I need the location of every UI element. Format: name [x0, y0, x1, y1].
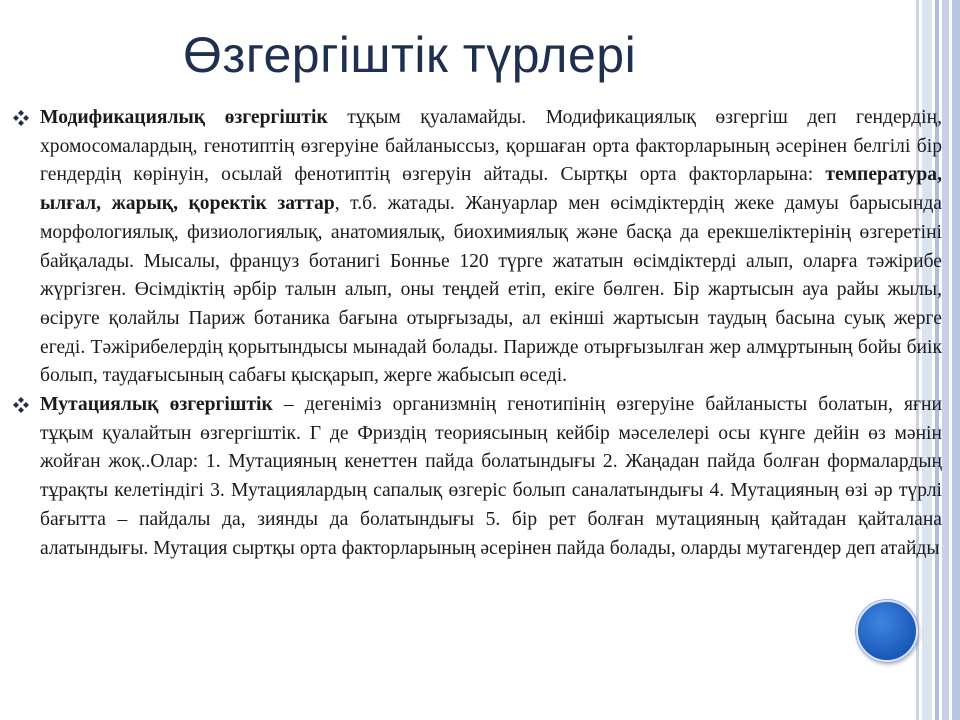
blue-circle-button[interactable] [856, 600, 918, 662]
stripe [952, 0, 960, 720]
slide-title: Өзгергіштік түрлері [183, 27, 637, 83]
slide-body [12, 104, 942, 563]
four-diamond-bullet-icon [12, 109, 30, 127]
bullet-bold-phrase: температура, ылғал, жарық, қоректік заттар [40, 164, 942, 215]
four-diamond-bullet-icon [12, 396, 30, 414]
bullet-term: Модификациялық өзгергіштік [40, 107, 328, 128]
bullet-text: , т.б. жатады. Жануарлар мен өсімдіктердің жеке дамуы барысында морфологиялық, физиологиялық, анатомиялық, биохимиялық және басқа да ерекшеліктерінің өзгеретіні байқалады. Мысалы, француз ботанигі Боннье 120 түрге жататын өсімдіктерді алып, оларға тәжірибе жүргізген. Өсімдіктің әрбір талын алып, оны теңдей етіп, екіге бөлген. Бір жартысын ауа райы жылы, өсіруге қолайлы Париж ботаника бағына отырғызады, ал екінші жартысын таудың басына суық жерге егеді. Тәжірибелердің қорытындысы мынадай болады. Парижде отырғызылған жер алмұртының бойы биік болып, таудағысының сабағы қысқарып, жерге жабысып өседі. [40, 193, 942, 387]
bullet-text: – дегеніміз организмнің генотипінің өзгеруіне байланысты болатын, яғни тұқым қуалайтын өзгергіштік. Г де Фриздің теориясының кейбір мәселелері осы күнге дейін өз мәнін жойған жоқ..Олар: 1. Мутацияның кенеттен пайда болатындығы 2. Жаңадан пайда болған формалардың тұрақты келетіндігі 3. Мутациялардың сапалық өзгеріс болып саналатындығы 4. Мутацияның өзі әр түрлі бағытта – пайдалы да, зиянды да болатындығы 5. бір рет болған мутацияның қайтадан қайталана алатындығы. Мутация сыртқы орта факторларының әсерінен пайда болады, оларды мутагендер деп атайды [40, 394, 942, 559]
bullet-term: Мутациялық өзгергіштік [40, 394, 273, 416]
bullet-text: тұқым қуаламайды. Модификациялық өзгергіш деп гендердің, хромосомалардың, генотиптің өзгеруіне байланыссыз, қоршаған орта факторларының әсерінен белгілі бір гендердің көрінуін, осылай фенотиптің өзгеруін айтады. Сыртқы орта факторларына: [40, 107, 943, 186]
stripe [942, 0, 949, 720]
bullet-modification [12, 104, 942, 391]
bullet-mutation [12, 391, 942, 563]
